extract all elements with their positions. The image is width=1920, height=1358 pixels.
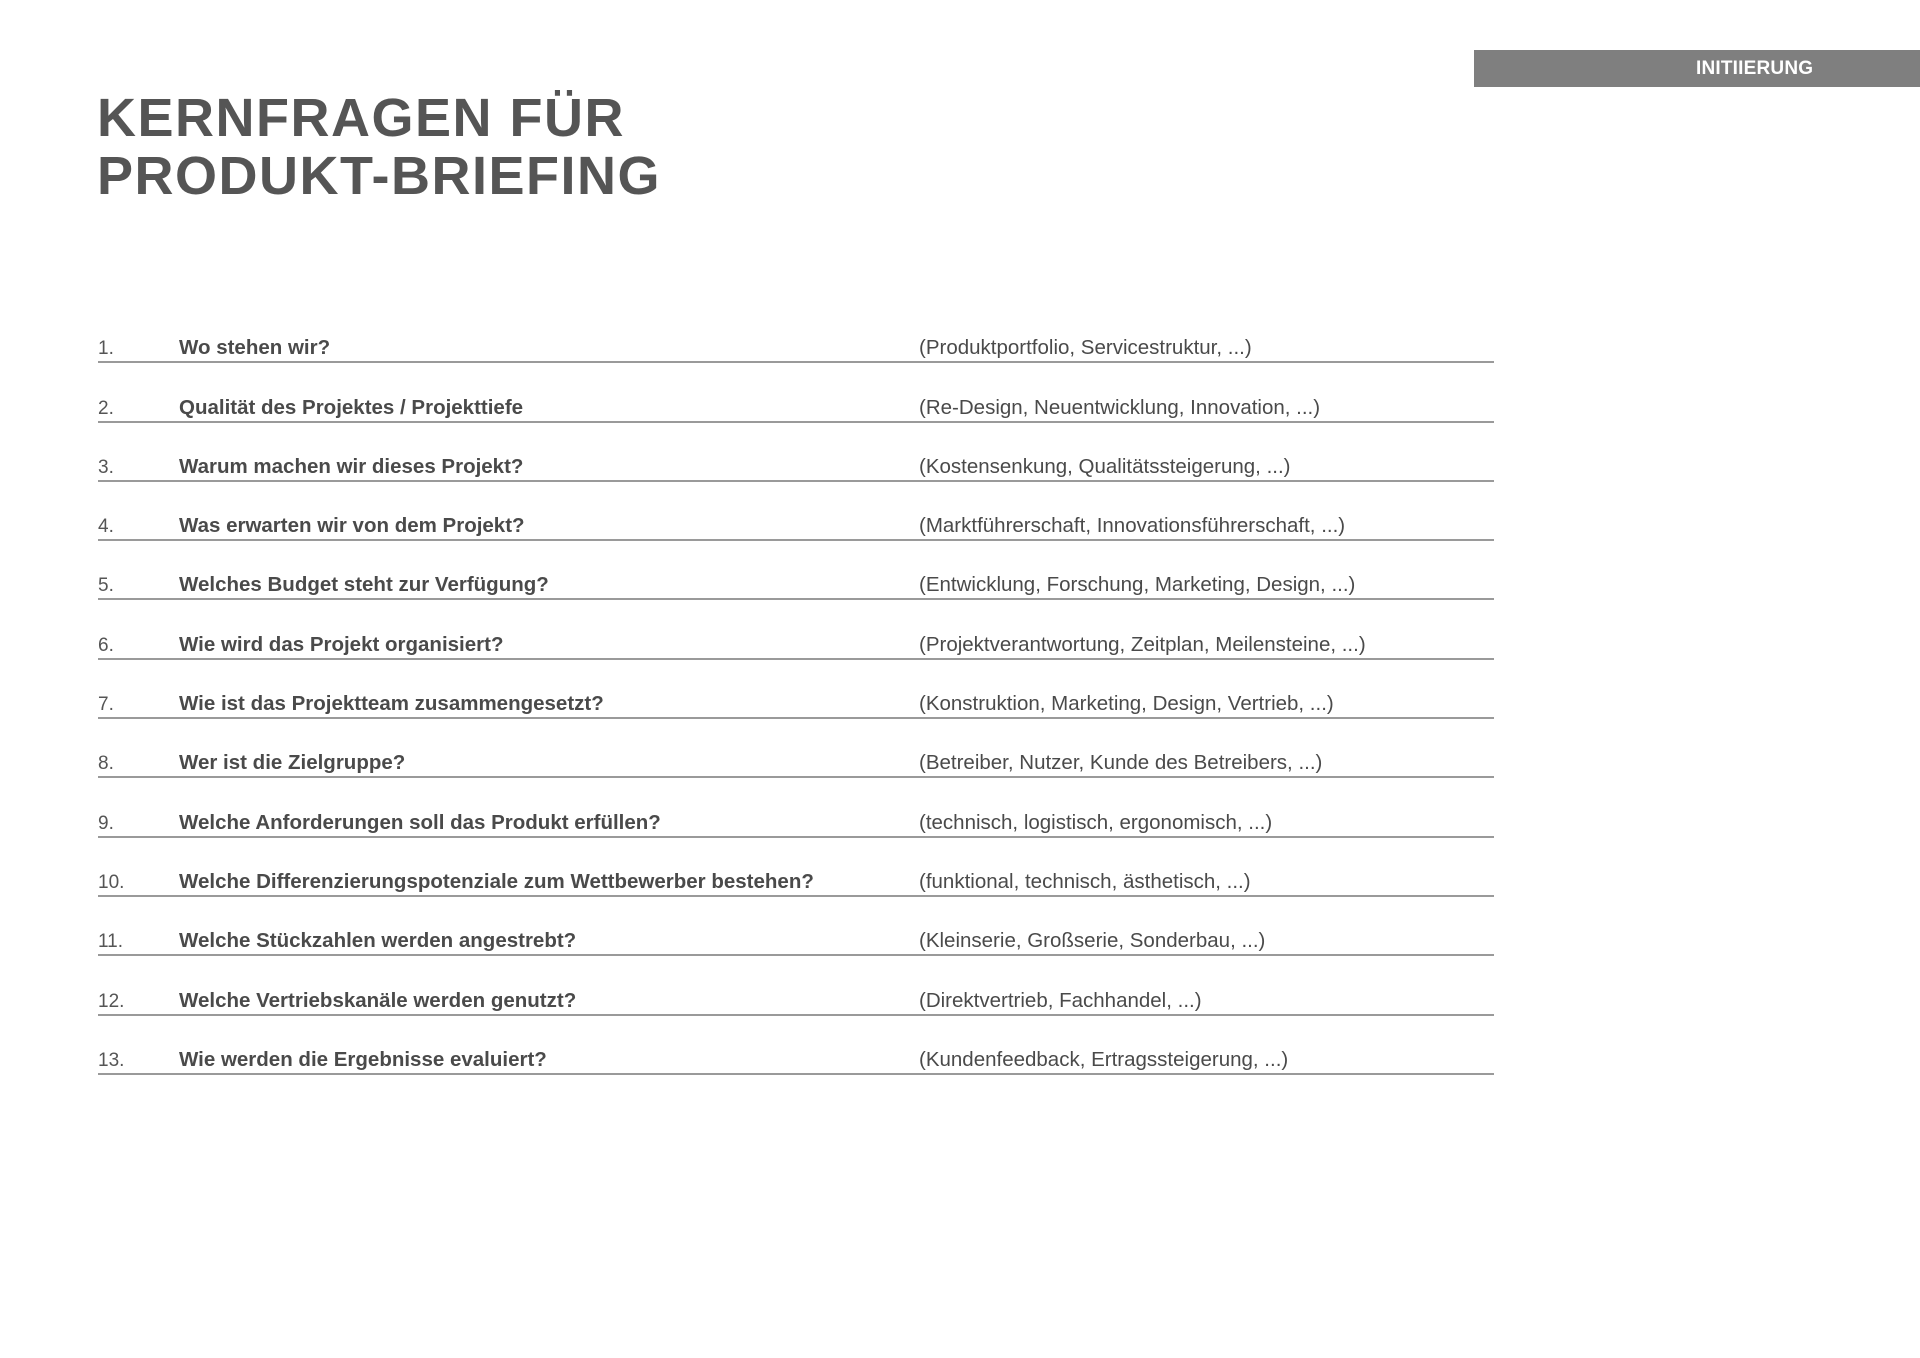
- question-number: 8.: [98, 753, 114, 775]
- question-hint: (funktional, technisch, ästhetisch, ...): [919, 869, 1251, 893]
- question-number: 12.: [98, 990, 125, 1012]
- question-row-13: [98, 1016, 1494, 1075]
- question-number: 2.: [98, 397, 114, 419]
- section-tab: INITIIERUNG: [1474, 50, 1920, 87]
- question-row-5: [98, 541, 1494, 600]
- question-number: 6.: [98, 634, 114, 656]
- question-text: Wie ist das Projektteam zusammengesetzt?: [179, 692, 604, 716]
- question-hint: (Kleinserie, Großserie, Sonderbau, ...): [919, 929, 1266, 953]
- question-hint: (Kostensenkung, Qualitätssteigerung, ...): [919, 454, 1291, 478]
- question-number: 11.: [98, 931, 124, 953]
- question-text: Welche Differenzierungspotenziale zum Wettbewerber bestehen?: [179, 869, 814, 893]
- question-row-11: [98, 897, 1494, 956]
- question-text: Was erwarten wir von dem Projekt?: [179, 514, 525, 538]
- question-text: Welches Budget steht zur Verfügung?: [179, 573, 549, 597]
- question-row-12: [98, 956, 1494, 1015]
- question-number: 10.: [98, 871, 125, 893]
- question-text: Qualität des Projektes / Projekttiefe: [179, 395, 524, 419]
- question-hint: (Entwicklung, Forschung, Marketing, Design, ...): [919, 573, 1356, 597]
- question-row-4: [98, 482, 1494, 541]
- question-hint: (Direktvertrieb, Fachhandel, ...): [919, 988, 1202, 1012]
- question-row-1: [98, 304, 1494, 363]
- question-row-10: [98, 838, 1494, 897]
- question-row-2: [98, 363, 1494, 422]
- question-hint: (Projektverantwortung, Zeitplan, Meilensteine, ...): [919, 632, 1366, 656]
- question-number: 5.: [98, 575, 114, 597]
- page-title-line-2: PRODUKT-BRIEFING: [97, 146, 661, 206]
- question-number: 1.: [98, 338, 114, 360]
- question-hint: (Produktportfolio, Servicestruktur, ...): [919, 336, 1252, 360]
- question-text: Wie werden die Ergebnisse evaluiert?: [179, 1047, 547, 1071]
- question-number: 7.: [98, 694, 114, 716]
- question-text: Wer ist die Zielgruppe?: [179, 751, 406, 775]
- question-hint: (Betreiber, Nutzer, Kunde des Betreibers, ...): [919, 751, 1323, 775]
- question-hint: (Kundenfeedback, Ertragssteigerung, ...): [919, 1047, 1289, 1071]
- question-text: Warum machen wir dieses Projekt?: [179, 454, 524, 478]
- question-number: 3.: [98, 456, 114, 478]
- question-number: 13.: [98, 1049, 125, 1071]
- question-row-6: [98, 600, 1494, 659]
- page-title: [97, 89, 661, 205]
- question-hint: (technisch, logistisch, ergonomisch, ...): [919, 810, 1273, 834]
- question-row-7: [98, 660, 1494, 719]
- page-title-line-1: KERNFRAGEN FÜR: [97, 88, 625, 148]
- question-text: Wie wird das Projekt organisiert?: [179, 632, 504, 656]
- question-number: 4.: [98, 516, 114, 538]
- question-text: Wo stehen wir?: [179, 336, 331, 360]
- question-text: Welche Anforderungen soll das Produkt erfüllen?: [179, 810, 661, 834]
- question-text: Welche Stückzahlen werden angestrebt?: [179, 929, 577, 953]
- question-hint: (Marktführerschaft, Innovationsführerschaft, ...): [919, 514, 1346, 538]
- question-text: Welche Vertriebskanäle werden genutzt?: [179, 988, 577, 1012]
- question-row-8: [98, 719, 1494, 778]
- question-number: 9.: [98, 812, 114, 834]
- question-hint: (Re-Design, Neuentwicklung, Innovation, ...): [919, 395, 1321, 419]
- question-row-3: [98, 423, 1494, 482]
- question-row-9: [98, 778, 1494, 837]
- question-hint: (Konstruktion, Marketing, Design, Vertrieb, ...): [919, 692, 1334, 716]
- question-list: [98, 304, 1494, 1075]
